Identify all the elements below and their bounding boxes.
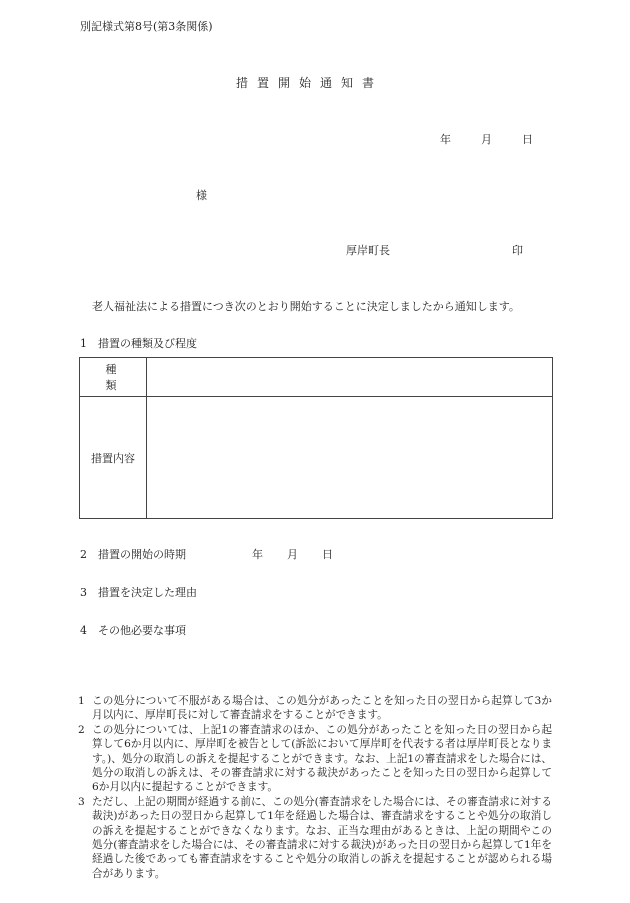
note-number: 2 bbox=[78, 723, 85, 736]
start-date bbox=[252, 548, 333, 561]
section-number: 4 bbox=[80, 624, 87, 637]
date-month-label: 月 bbox=[481, 133, 492, 146]
kind-label: 種類 bbox=[105, 363, 135, 392]
kind-label-cell bbox=[80, 358, 147, 397]
form-number: 別記様式第8号(第3条関係) bbox=[80, 20, 213, 33]
content-label-cell: 措置内容 bbox=[80, 397, 147, 519]
section-title: 措置の開始の時期 bbox=[98, 548, 186, 561]
section-title: 措置の種類及び程度 bbox=[98, 337, 197, 350]
note-text: ただし、上記の期間が経過する前に、この処分(審査請求をした場合には、その審査請求に対する裁決)があった日の翌日から起算して1年を経過した場合は、審査請求をすることや処分の取消しの訴えを提起することができなくなります。なお、正当な理由があるときは、上記の期間やこの処分(審査請求をした場合には、その審査請求に対する裁決)があった日の翌日から起算して1年を経過した後であっても審査請求をすることや処分の取消しの訴えを提起することが認められる場合があります。 bbox=[92, 795, 552, 880]
section-1-heading bbox=[80, 335, 197, 351]
note-item bbox=[78, 723, 552, 795]
addressee-suffix: 様 bbox=[196, 189, 207, 202]
note-number: 3 bbox=[78, 795, 85, 808]
document-title: 措置開始通知書 bbox=[236, 76, 384, 90]
appeal-notes bbox=[78, 694, 552, 881]
intro-text: 老人福祉法による措置につき次のとおり開始することに決定しましたから通知します。 bbox=[92, 300, 520, 313]
date-day-label: 日 bbox=[522, 133, 533, 146]
start-date-day-label: 日 bbox=[322, 548, 333, 561]
seal-mark: 印 bbox=[512, 244, 523, 257]
section-4-heading bbox=[80, 622, 186, 638]
start-date-month-label: 月 bbox=[287, 548, 298, 561]
note-number: 1 bbox=[78, 695, 85, 707]
sender-name: 厚岸町長 bbox=[346, 244, 390, 257]
section-number: 1 bbox=[80, 337, 87, 350]
note-item bbox=[78, 795, 552, 881]
issue-date bbox=[440, 131, 533, 147]
table-row-content bbox=[80, 397, 553, 519]
note-text: この処分については、上記1の審査請求のほか、この処分があったことを知った日の翌日から起算して6か月以内に、厚岸町を被告として(訴訟において厚岸町を代表する者は厚岸町長となります。)、処分の取消しの訴えを提起することができます。なお、上記1の審査請求をした場合には、処分の取消しの訴えは、その審査請求に対する裁決があったことを知った日の翌日から起算して6か月以内に提起することができます。 bbox=[92, 723, 552, 794]
note-text: この処分について不服がある場合は、この処分があったことを知った日の翌日から起算して3か月以内に、厚岸町長に対して審査請求をすることができます。 bbox=[92, 695, 552, 722]
section-title: 措置を決定した理由 bbox=[98, 586, 197, 599]
measure-table bbox=[79, 357, 553, 519]
date-year-label: 年 bbox=[440, 133, 451, 146]
section-number: 2 bbox=[80, 548, 87, 561]
start-date-year-label: 年 bbox=[252, 548, 263, 561]
section-3-heading bbox=[80, 584, 197, 600]
content-value-cell bbox=[147, 397, 553, 519]
section-title: その他必要な事項 bbox=[98, 624, 186, 637]
section-2-heading bbox=[80, 546, 333, 562]
kind-value-cell bbox=[147, 358, 553, 397]
table-row-kind bbox=[80, 358, 553, 397]
note-item bbox=[78, 694, 552, 723]
section-number: 3 bbox=[80, 586, 87, 599]
